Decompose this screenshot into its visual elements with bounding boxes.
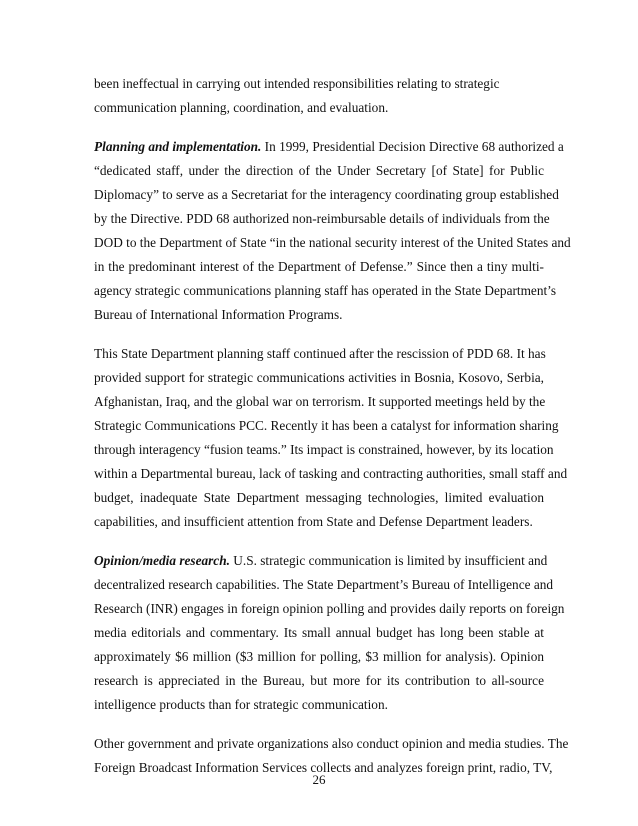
text-line: decentralized research capabilities. The State Department’s Bureau of Intelligence and <box>94 577 554 592</box>
text-line: intelligence products than for strategic communication. <box>94 697 388 712</box>
text-line: Other government and private organizations also conduct opinion and media studies. The <box>94 736 569 751</box>
text-line: budget, inadequate State Department messaging technologies, limited evaluation <box>94 490 544 505</box>
paragraph-run-in-heading: Opinion/media research. <box>94 553 230 568</box>
text-line: Foreign Broadcast Information Services collects and analyzes foreign print, radio, TV, <box>94 760 553 775</box>
text-line: Diplomacy” to serve as a Secretariat for the interagency coordinating group established <box>94 187 559 202</box>
text-line: media editorials and commentary. Its small annual budget has long been stable at <box>94 625 544 640</box>
text-line: Bureau of International Information Programs. <box>94 307 343 322</box>
text-line: within a Departmental bureau, lack of tasking and contracting authorities, small staff and <box>94 466 568 481</box>
text-line: Strategic Communications PCC. Recently it has been a catalyst for information sharing <box>94 418 559 433</box>
text-line: Afghanistan, Iraq, and the global war on terrorism. It supported meetings held by the <box>94 394 546 409</box>
paragraph-run-in-heading: Planning and implementation. <box>94 139 262 154</box>
text-line <box>94 137 564 157</box>
text-line: been ineffectual in carrying out intended responsibilities relating to strategic <box>94 76 500 91</box>
text-line: This State Department planning staff continued after the rescission of PDD 68. It has <box>94 346 546 361</box>
text-line: Research (INR) engages in foreign opinion polling and provides daily reports on foreign <box>94 601 565 616</box>
text-line: “dedicated staff, under the direction of the Under Secretary [of State] for Public <box>94 163 544 178</box>
text-line: provided support for strategic communications activities in Bosnia, Kosovo, Serbia, <box>94 370 544 385</box>
text-line: in the predominant interest of the Department of Defense.” Since then a tiny multi- <box>94 259 544 274</box>
text-line: research is appreciated in the Bureau, but more for its contribution to all-source <box>94 673 544 688</box>
text-line: through interagency “fusion teams.” Its impact is constrained, however, by its location <box>94 442 554 457</box>
text-line <box>94 551 548 571</box>
text-line: DOD to the Department of State “in the national security interest of the United States and <box>94 235 571 250</box>
text-line: communication planning, coordination, and evaluation. <box>94 100 389 115</box>
text-line: capabilities, and insufficient attention from State and Defense Department leaders. <box>94 514 533 529</box>
text-line: approximately $6 million ($3 million for polling, $3 million for analysis). Opinion <box>94 649 544 664</box>
text-run: U.S. strategic communication is limited by insufficient and <box>229 553 548 568</box>
text-line: by the Directive. PDD 68 authorized non-reimbursable details of individuals from the <box>94 211 550 226</box>
text-line: agency strategic communications planning staff has operated in the State Department’s <box>94 283 557 298</box>
page-number: 26 <box>312 772 326 787</box>
text-run: In 1999, Presidential Decision Directive 68 authorized a <box>261 139 564 154</box>
